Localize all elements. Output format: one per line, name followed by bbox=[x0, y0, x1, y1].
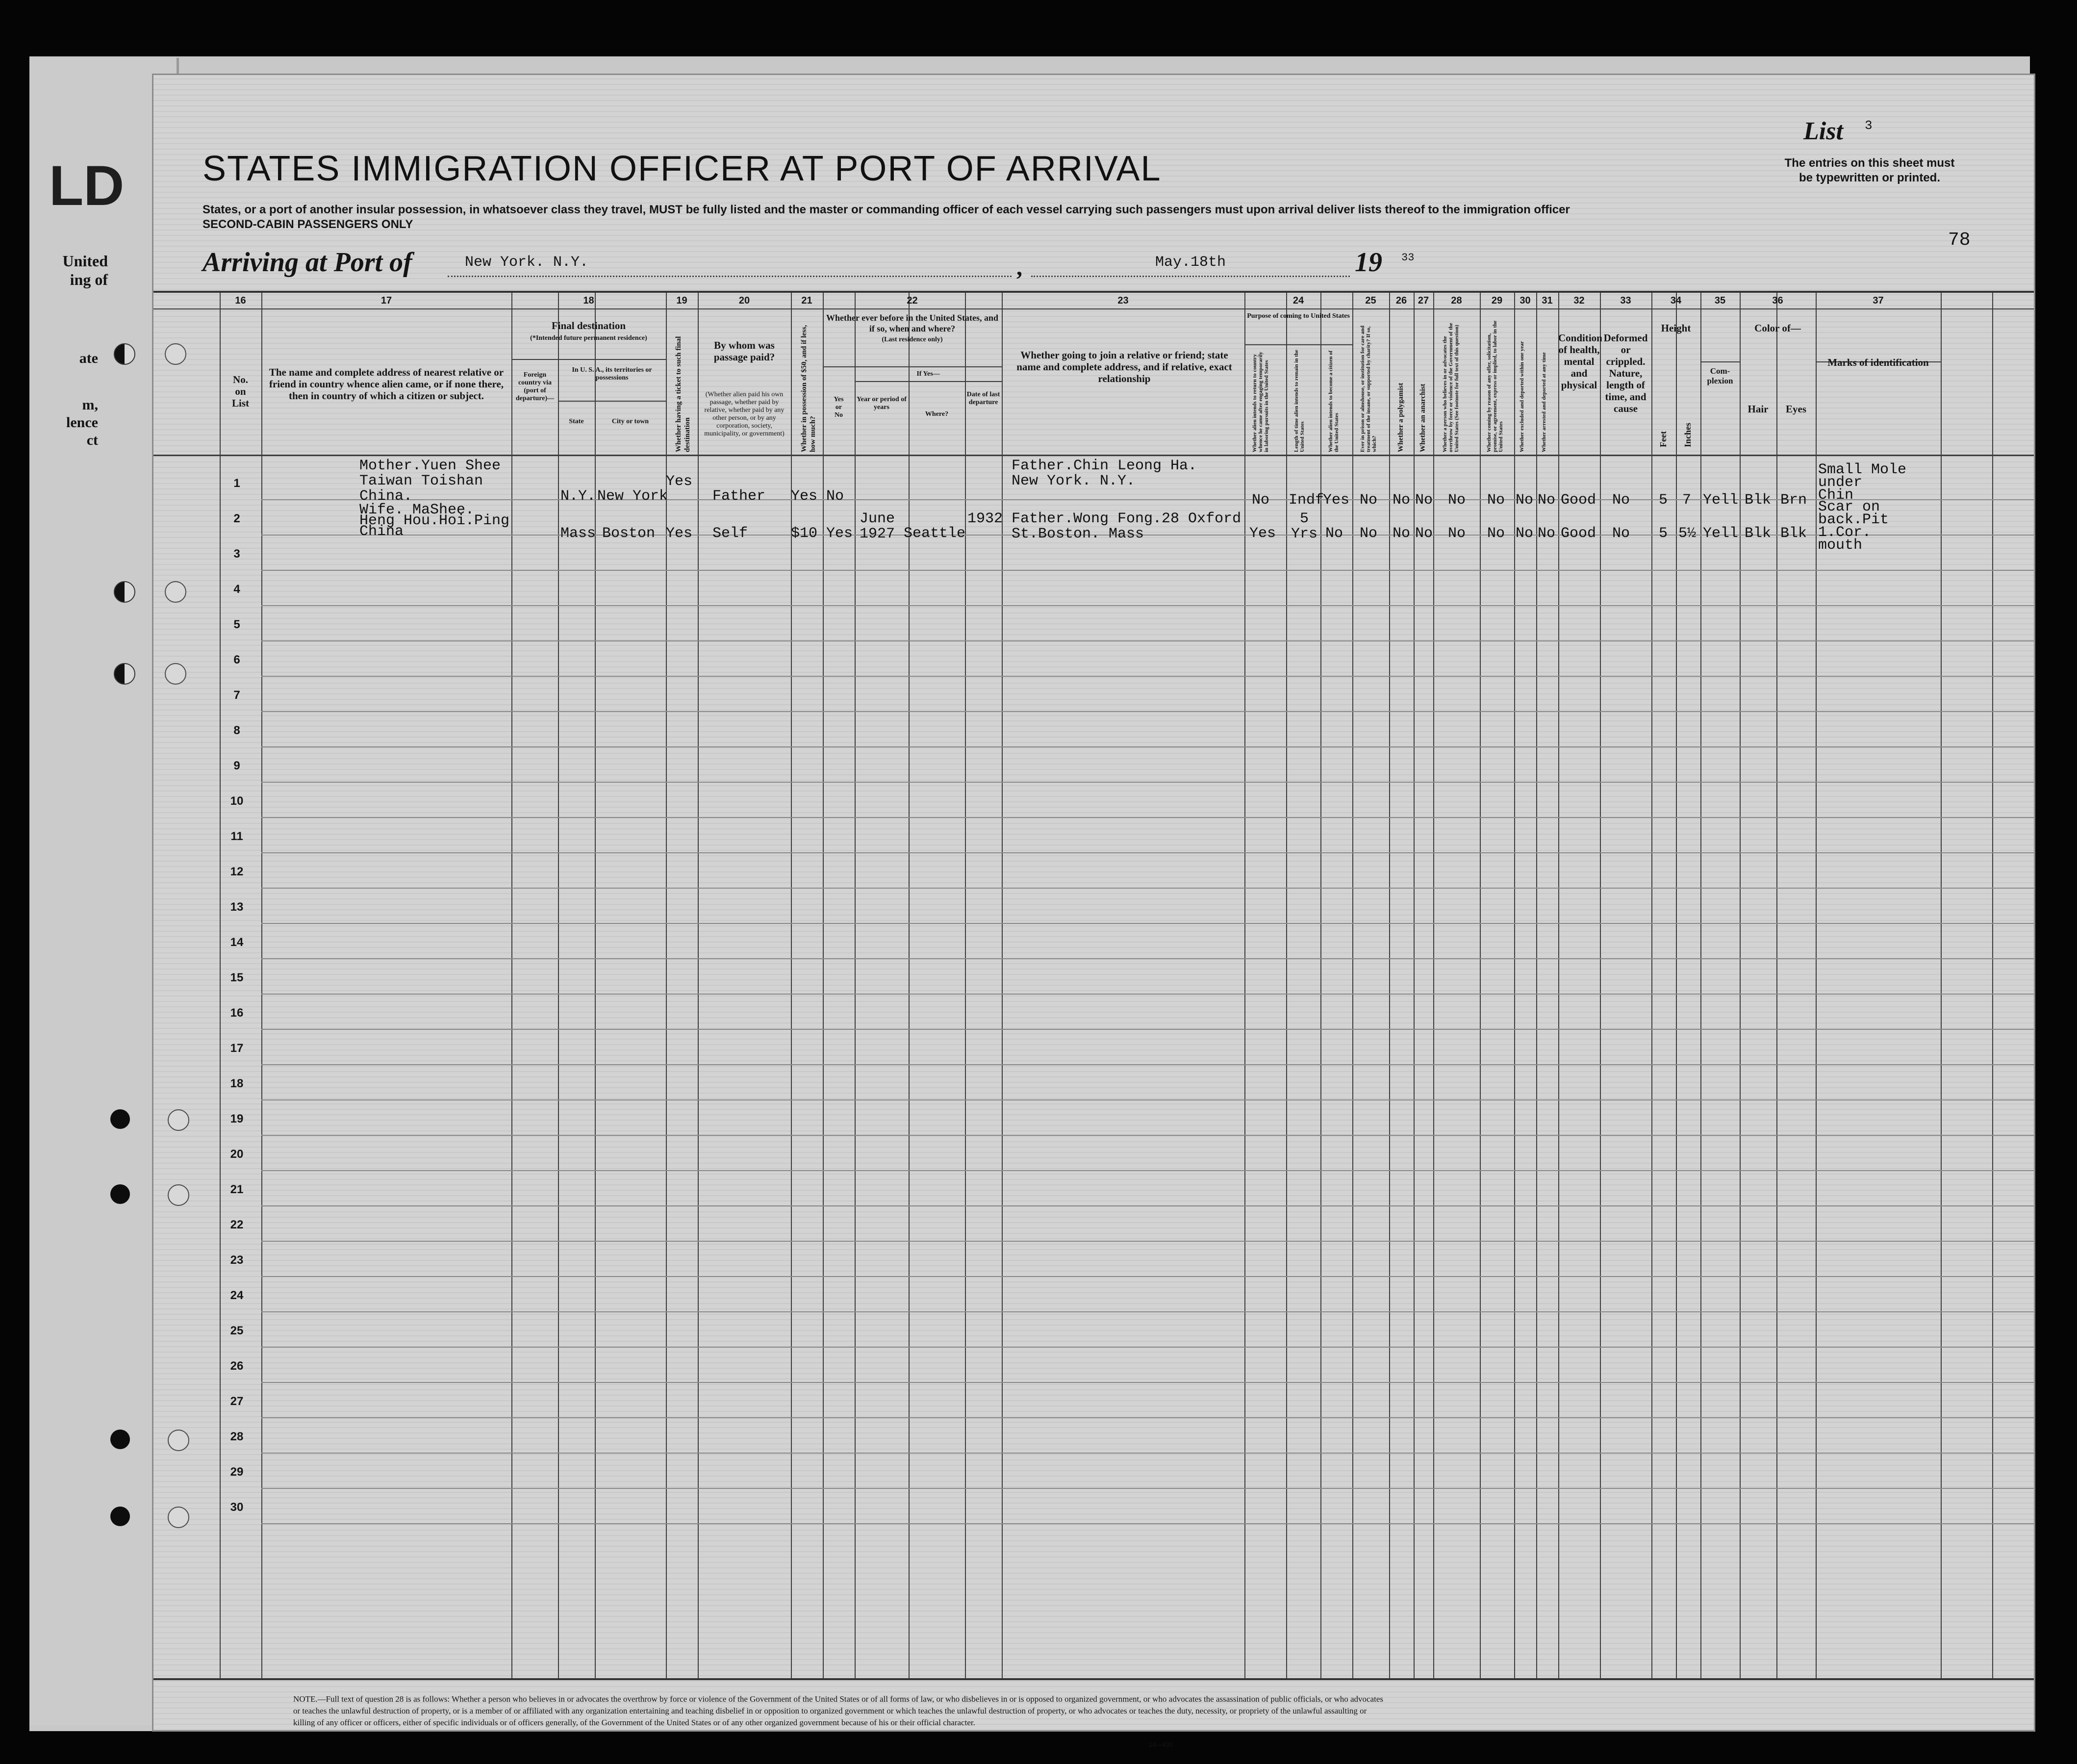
row-number: 24 bbox=[230, 1289, 244, 1302]
subheader-line bbox=[1700, 361, 1740, 362]
row-rule bbox=[261, 570, 2034, 571]
row-rule bbox=[261, 888, 2034, 889]
header-bottom-rule bbox=[153, 455, 2034, 456]
row-rule bbox=[261, 1064, 2034, 1065]
subheader-line bbox=[1244, 344, 1352, 345]
binder-hole bbox=[168, 1507, 189, 1528]
row-number: 25 bbox=[230, 1324, 244, 1337]
row-rule bbox=[261, 746, 2034, 747]
entry-1-prison: No bbox=[1360, 492, 1378, 509]
heading-feet: Feet bbox=[1658, 431, 1668, 447]
entry-2-complexion: Yell bbox=[1703, 525, 1739, 542]
row-rule bbox=[261, 852, 2034, 853]
column-line bbox=[823, 293, 824, 1678]
heading-q29: Whether coming by reason of any offer, solicitation, promise, or agreement, express or implied, to labor in the United States bbox=[1486, 320, 1504, 452]
entry-1-joining: Father.Chin Leong Ha. New York. N.Y. bbox=[1012, 458, 1197, 489]
heading-yes-or-no: Yes or No bbox=[834, 396, 844, 419]
subheader-line bbox=[823, 366, 1002, 367]
row-number: 29 bbox=[230, 1465, 244, 1479]
binder-hole bbox=[168, 1109, 189, 1131]
row-number: 21 bbox=[230, 1183, 244, 1196]
subtitle-instructions bbox=[203, 203, 1919, 232]
row-rule bbox=[261, 1029, 2034, 1030]
column-number: 21 bbox=[801, 295, 812, 306]
row-rule bbox=[261, 994, 2034, 995]
column-number: 19 bbox=[676, 295, 687, 306]
column-number: 29 bbox=[1491, 295, 1503, 306]
entry-2-health: Good bbox=[1561, 525, 1596, 542]
column-line bbox=[1776, 293, 1777, 1678]
heading-final-destination: Final destination bbox=[551, 320, 626, 332]
column-number: 26 bbox=[1395, 295, 1407, 306]
entry-1-inches: 7 bbox=[1682, 492, 1692, 509]
heading-by-whom-paid-sub: (Whether alien paid his own passage, whether paid by relative, whether paid by any other person, or by any corporation, society, municipality, or government) bbox=[704, 391, 785, 437]
column-line bbox=[1740, 293, 1741, 1678]
entry-2-q29: No bbox=[1487, 525, 1505, 542]
row-number: 27 bbox=[230, 1395, 244, 1408]
row-number: 11 bbox=[230, 830, 243, 843]
column-line bbox=[698, 293, 699, 1678]
heading-nearest-relative: The name and complete address of nearest relative or friend in country whence alien came, or if none there, then in country of which a citizen or subject. bbox=[269, 366, 504, 402]
row-number: 23 bbox=[230, 1253, 244, 1267]
page-title: STATES IMMIGRATION OFFICER AT PORT OF ARRIVAL bbox=[203, 149, 1162, 188]
subheader-line bbox=[558, 401, 666, 402]
column-line bbox=[1558, 293, 1559, 1678]
row-number: 8 bbox=[233, 724, 240, 737]
column-line bbox=[1389, 293, 1390, 1678]
entry-1-city: New York bbox=[597, 488, 668, 505]
entry-1-has-50: Yes bbox=[791, 488, 818, 505]
column-number: 34 bbox=[1670, 295, 1682, 306]
entry-2-citizen: No bbox=[1325, 525, 1343, 542]
row-number: 26 bbox=[230, 1359, 244, 1373]
heading-if-yes: If Yes— bbox=[916, 370, 940, 378]
entry-1-q31: No bbox=[1538, 492, 1556, 509]
row-number: 1 bbox=[233, 477, 240, 490]
entry-2-paid-by: Self bbox=[712, 525, 748, 542]
heading-anarchist: Whether an anarchist bbox=[1419, 383, 1427, 452]
entry-1-anarchist: No bbox=[1415, 492, 1433, 509]
entry-2-has-50: $10 bbox=[791, 525, 818, 542]
heading-condition: Condition of health, mental and physical bbox=[1558, 332, 1602, 391]
column-number: 37 bbox=[1873, 295, 1884, 306]
row-number: 12 bbox=[230, 865, 244, 878]
entry-1-hair: Blk bbox=[1745, 492, 1772, 509]
entry-1-paid-by: Father bbox=[712, 488, 766, 505]
heading-q28: Whether a person who believes in or advocates the overthrow by force or violence of the Government of the United States (See footnote for full text of this question) bbox=[1442, 323, 1460, 452]
entry-2-year-period: June 1927 bbox=[860, 511, 895, 542]
column-number: 16 bbox=[235, 295, 246, 306]
heading-purpose-citizen: Whether alien intends to become a citizen of the United States bbox=[1328, 350, 1340, 452]
entry-2-state: Mass bbox=[560, 525, 596, 542]
column-number: 17 bbox=[380, 295, 392, 306]
binder-hole bbox=[110, 1109, 130, 1129]
row-number: 10 bbox=[230, 794, 244, 808]
footnote-question-28: NOTE.—Full text of question 28 is as follows: Whether a person who believes in or advocates the overthrow by force or violence of the Government of the United States or of all forms of law, or who disbelieves in or is opposed to organized government, or who advocates the assassination of public officials, or who advocates or teaches the unlawful destruction of property, or is a member of or affiliated with any organization entertaining and teaching disbelief in or opposition to organized government or which teaches the unlawful destruction of property, or who advocates or teaches the duty, necessity, or propriety of the unlawful assaulting or killing of any officer or officers, either of specific individuals or of officers generally, of the Government of the United States or of any other organized government because of his or their official character. bbox=[293, 1694, 1383, 1727]
entry-1-state: N.Y. bbox=[560, 488, 596, 505]
form-code: 14—430 bbox=[1149, 1741, 1173, 1748]
entry-2-prison: No bbox=[1360, 525, 1378, 542]
binder-hole bbox=[165, 343, 186, 365]
column-number: 28 bbox=[1451, 295, 1462, 306]
column-line bbox=[1352, 293, 1353, 1678]
row-number: 3 bbox=[233, 547, 240, 561]
entry-1-ticket: Yes bbox=[666, 473, 693, 490]
row-number: 17 bbox=[230, 1042, 244, 1055]
class-line: SECOND-CABIN PASSENGERS ONLY bbox=[203, 218, 413, 231]
column-line bbox=[1536, 293, 1537, 1678]
row-number: 4 bbox=[233, 583, 240, 596]
column-line bbox=[1480, 293, 1481, 1678]
entry-2-ticket: Yes bbox=[666, 525, 693, 542]
row-rule bbox=[261, 958, 2034, 959]
column-number: 25 bbox=[1365, 295, 1376, 306]
arrival-date: May.18th bbox=[1031, 254, 1350, 277]
row-number: 22 bbox=[230, 1218, 244, 1231]
row-rule bbox=[261, 1417, 2034, 1418]
row-rule bbox=[261, 1205, 2034, 1206]
entry-1-marks: Small Mole under Chin bbox=[1818, 461, 1907, 504]
entry-1-complexion: Yell bbox=[1703, 492, 1739, 509]
row-number: 18 bbox=[230, 1077, 244, 1090]
left-page-text: ate bbox=[79, 350, 98, 366]
row-rule bbox=[261, 1099, 2034, 1100]
entry-2-feet: 5 bbox=[1659, 525, 1668, 542]
entry-2-q30: No bbox=[1516, 525, 1534, 542]
heading-purpose: Purpose of coming to United States bbox=[1247, 312, 1350, 320]
manifest-table bbox=[153, 291, 2034, 1680]
column-number: 27 bbox=[1418, 295, 1429, 306]
binder-hole bbox=[168, 1184, 189, 1206]
entry-1-q30: No bbox=[1516, 492, 1534, 509]
entry-1-q29: No bbox=[1487, 492, 1505, 509]
entry-2-where: Seattle bbox=[904, 525, 966, 542]
year-prefix: 19 bbox=[1355, 247, 1382, 278]
heading-purpose-length: Length of time alien intends to remain in the United States bbox=[1293, 350, 1305, 452]
row-rule bbox=[261, 640, 2034, 641]
row-rule bbox=[261, 1523, 2034, 1524]
column-number: 20 bbox=[738, 295, 750, 306]
entry-2-before: Yes bbox=[826, 526, 853, 541]
entry-2-marks: Scar on back.Pit 1.Cor. mouth bbox=[1818, 499, 1889, 554]
entry-1-before: No bbox=[826, 488, 844, 505]
typewritten-notice: The entries on this sheet must be typewritten or printed. bbox=[1784, 156, 1955, 184]
heading-foreign-country: Foreign country via (port of departure)— bbox=[515, 371, 555, 402]
column-line bbox=[909, 293, 910, 1678]
heading-complexion: Com- plexion bbox=[1707, 366, 1733, 385]
entry-2-eyes: Blk bbox=[1780, 525, 1807, 542]
row-number: 16 bbox=[230, 1006, 244, 1020]
heading-height: Height bbox=[1661, 322, 1691, 334]
heading-city: City or town bbox=[611, 418, 649, 425]
column-number: 31 bbox=[1542, 295, 1553, 306]
row-rule bbox=[261, 1382, 2034, 1383]
row-rule bbox=[261, 711, 2034, 712]
row-number: 28 bbox=[230, 1430, 244, 1443]
row-rule bbox=[261, 1347, 2034, 1348]
row-number: 5 bbox=[233, 618, 240, 631]
heading-where: Where? bbox=[925, 410, 949, 418]
subheader-line bbox=[511, 359, 666, 360]
column-line bbox=[1992, 293, 1993, 1678]
row-number: 19 bbox=[230, 1112, 244, 1125]
heading-inches: Inches bbox=[1683, 422, 1693, 447]
row-rule bbox=[261, 923, 2034, 924]
binder-hole bbox=[110, 1184, 130, 1204]
heading-year-period: Year or period of years bbox=[857, 396, 907, 411]
subheader-line bbox=[855, 381, 1002, 382]
list-label: List bbox=[1803, 117, 1843, 145]
heading-purpose-return: Whether alien intends to return to country whence he came after engaging temporarily in laboring pursuits in the United States bbox=[1252, 352, 1269, 452]
column-line bbox=[1941, 293, 1942, 1678]
row-rule bbox=[261, 1170, 2034, 1171]
left-page-title-fragment: LD bbox=[49, 154, 125, 217]
entry-2-relative: Wife. MaShee. Heng Hou.Hoi.Ping China bbox=[359, 502, 510, 540]
column-line bbox=[1514, 293, 1515, 1678]
binder-hole bbox=[168, 1430, 189, 1451]
row-rule bbox=[261, 1135, 2034, 1136]
binder-hole bbox=[114, 663, 135, 685]
entry-2-date-last: 1932 bbox=[967, 511, 1003, 527]
entry-2-inches: 5½ bbox=[1678, 525, 1697, 542]
heading-eyes: Eyes bbox=[1786, 403, 1806, 415]
heading-ever-before: Whether ever before in the United States, and if so, when and where? bbox=[826, 313, 998, 333]
column-line bbox=[965, 293, 966, 1678]
column-line bbox=[1244, 293, 1245, 1678]
row-number: 7 bbox=[233, 689, 240, 702]
entry-2-city: Boston bbox=[602, 525, 656, 542]
entry-2-hair: Blk bbox=[1745, 525, 1772, 542]
year-suffix: 33 bbox=[1401, 252, 1415, 264]
arriving-label: Arriving at Port of bbox=[203, 247, 412, 278]
entry-1-health: Good bbox=[1561, 492, 1596, 509]
entry-1-deformed: No bbox=[1612, 492, 1630, 509]
row-rule bbox=[261, 1276, 2034, 1277]
row-rule bbox=[261, 1453, 2034, 1454]
left-page-text: United ing of bbox=[62, 252, 108, 288]
column-line bbox=[511, 293, 512, 1678]
column-line bbox=[261, 293, 262, 1678]
left-page-text: m, lence ct bbox=[66, 397, 98, 448]
entry-2-return: Yes bbox=[1249, 525, 1276, 542]
column-number: 24 bbox=[1292, 295, 1304, 306]
row-rule bbox=[261, 1311, 2034, 1312]
comma-separator: , bbox=[1016, 255, 1022, 281]
column-number: 23 bbox=[1117, 295, 1129, 306]
heading-state: State bbox=[569, 418, 584, 425]
column-number: 18 bbox=[583, 295, 594, 306]
heading-deformed: Deformed or crippled. Nature, length of time, and cause bbox=[1603, 332, 1648, 414]
column-line bbox=[1433, 293, 1434, 1678]
row-number: 9 bbox=[233, 759, 240, 772]
column-line bbox=[1286, 293, 1287, 1678]
row-rule bbox=[261, 1488, 2034, 1489]
column-line bbox=[855, 293, 856, 1678]
entry-1-eyes: Brn bbox=[1780, 492, 1807, 509]
binder-hole bbox=[110, 1507, 130, 1526]
row-number: 30 bbox=[230, 1501, 244, 1514]
entry-1-relative: Mother.Yuen Shee Taiwan Toishan China. bbox=[359, 458, 501, 505]
column-line bbox=[1676, 293, 1677, 1678]
arrival-port: New York. N.Y. bbox=[448, 254, 1012, 277]
entry-2-deformed: No bbox=[1612, 525, 1630, 542]
heading-prison: Ever in prison or almshouse, or institution for care and treatment of the insane, or supported by charity? If so, which? bbox=[1360, 325, 1377, 452]
column-number: 35 bbox=[1714, 295, 1726, 306]
row-rule bbox=[261, 605, 2034, 606]
binder-hole bbox=[110, 1430, 130, 1449]
column-number: 33 bbox=[1620, 295, 1631, 306]
row-rule bbox=[261, 1241, 2034, 1242]
column-line bbox=[1414, 293, 1415, 1678]
heading-marks: Marks of identification bbox=[1827, 357, 1929, 368]
entry-2-polygamist: No bbox=[1393, 525, 1411, 542]
row-rule bbox=[261, 817, 2034, 818]
row-number: 15 bbox=[230, 971, 244, 984]
entry-1-citizen: Yes bbox=[1323, 492, 1350, 509]
heading-by-whom-paid: By whom was passage paid? bbox=[713, 339, 775, 363]
row-number: 6 bbox=[233, 653, 240, 666]
heading-q31: Whether arrested and deported at any time bbox=[1541, 352, 1547, 452]
entry-1-feet: 5 bbox=[1659, 492, 1668, 509]
binder-hole bbox=[165, 663, 186, 685]
list-number: 3 bbox=[1865, 118, 1873, 133]
heading-possession-50: Whether in possession of $50, and if less, how much? bbox=[800, 325, 817, 452]
column-line bbox=[1002, 293, 1003, 1678]
entry-2-length: 5 Yrs bbox=[1291, 511, 1318, 542]
column-line bbox=[1700, 293, 1701, 1678]
heading-no-on-list: No. on List bbox=[231, 374, 249, 409]
row-number: 14 bbox=[230, 936, 244, 949]
column-number: 36 bbox=[1772, 295, 1783, 306]
entry-1-q28: No bbox=[1448, 492, 1466, 509]
column-line bbox=[220, 293, 221, 1678]
entry-2-anarchist: No bbox=[1415, 525, 1433, 542]
heading-ever-before-sub: (Last residence only) bbox=[882, 336, 943, 343]
heading-ticket: Whether having a ticket to such final destination bbox=[675, 336, 691, 452]
entry-1-polygamist: No bbox=[1393, 492, 1411, 509]
column-line bbox=[1816, 293, 1817, 1678]
column-number: 22 bbox=[907, 295, 918, 306]
entry-1-return: No bbox=[1252, 492, 1270, 509]
binder-hole bbox=[114, 581, 135, 603]
row-rule bbox=[261, 782, 2034, 783]
heading-in-usa: In U. S. A., its territories or possessions bbox=[572, 366, 652, 382]
column-number-divider bbox=[153, 308, 2034, 309]
row-number: 20 bbox=[230, 1148, 244, 1161]
page-number: 78 bbox=[1948, 230, 1971, 251]
heading-final-destination-sub: (*Intended future permanent residence) bbox=[530, 334, 647, 342]
heading-going-to-join: Whether going to join a relative or friend; state name and complete address, and if relative, exact relationship bbox=[1016, 349, 1232, 384]
column-line bbox=[558, 293, 559, 1678]
heading-polygamist: Whether a polygamist bbox=[1397, 383, 1405, 452]
binder-hole bbox=[165, 581, 186, 603]
heading-q30: Whether excluded and deported within one year bbox=[1519, 341, 1525, 452]
heading-date-last-departure: Date of last departure bbox=[966, 391, 1000, 406]
binder-hole bbox=[114, 343, 135, 365]
column-line bbox=[1600, 293, 1601, 1678]
entry-2-q28: No bbox=[1448, 525, 1466, 542]
entry-1-length: Indf bbox=[1289, 492, 1324, 509]
column-number: 30 bbox=[1520, 295, 1531, 306]
entry-2-joining: Father.Wong Fong.28 Oxford St.Boston. Mass bbox=[1012, 511, 1241, 542]
column-line bbox=[1651, 293, 1652, 1678]
manifest-sheet bbox=[152, 74, 2035, 1748]
heading-hair: Hair bbox=[1748, 403, 1769, 415]
subtitle-line: States, or a port of another insular possession, in whatsoever class they travel, MUST be fully listed and the master or commanding officer of each vessel carrying such passengers must upon arrival deliver lists thereof to the immigration officer bbox=[203, 203, 1570, 216]
row-number: 2 bbox=[233, 512, 240, 525]
row-rule bbox=[261, 676, 2034, 677]
row-number: 13 bbox=[230, 900, 244, 914]
column-number: 32 bbox=[1573, 295, 1585, 306]
entry-2-q31: No bbox=[1538, 525, 1556, 542]
heading-color-of: Color of— bbox=[1754, 322, 1801, 334]
